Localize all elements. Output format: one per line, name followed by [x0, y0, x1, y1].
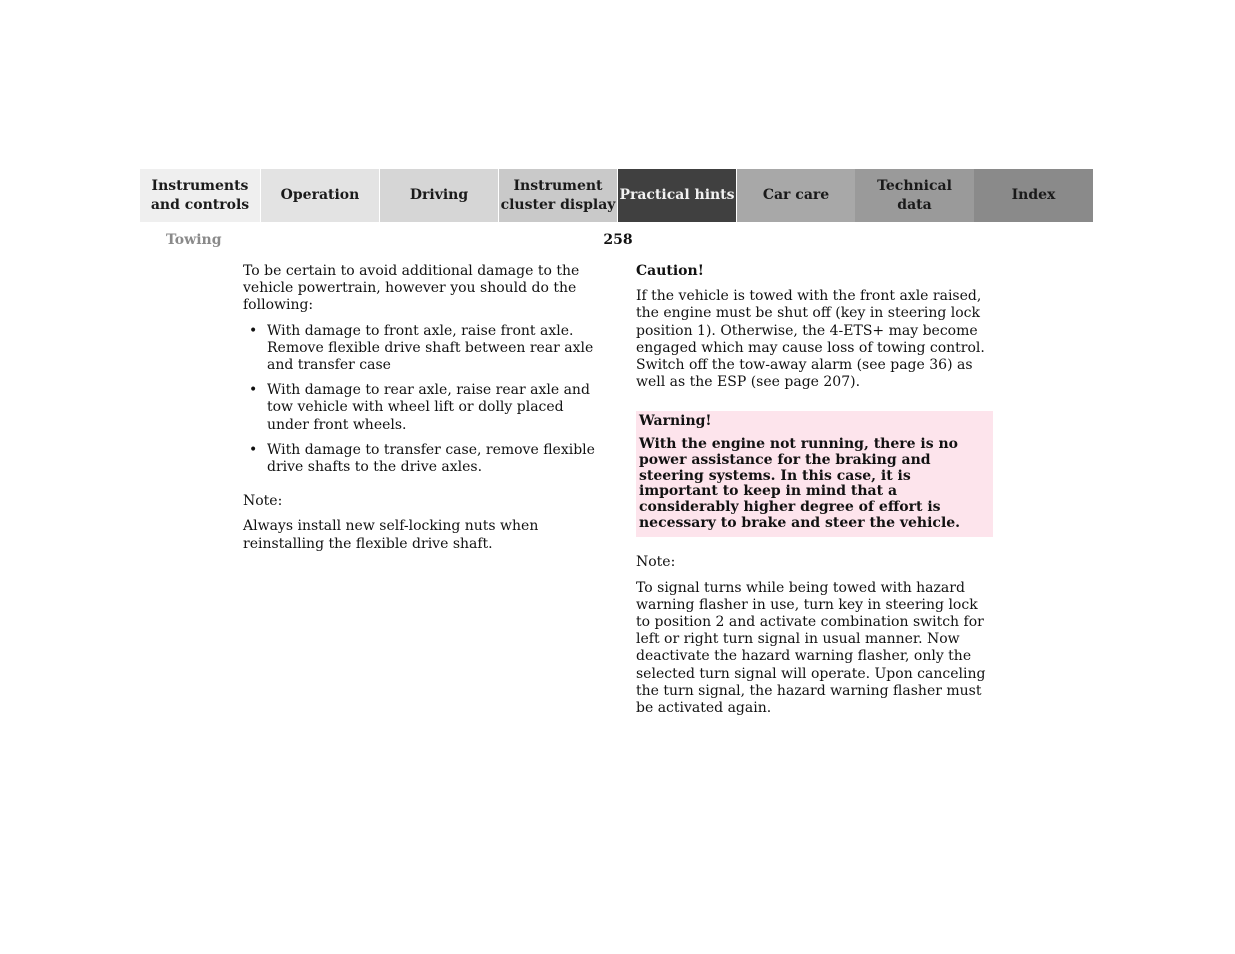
tab-practical-hints[interactable]: Practical hints: [617, 169, 736, 222]
bullet-glyph: •: [249, 382, 258, 399]
tab-operation[interactable]: Operation: [260, 169, 379, 222]
warning-label: Warning!: [639, 413, 712, 430]
warning-box: [636, 411, 993, 537]
note-label: Note:: [243, 493, 283, 510]
caution-text: If the vehicle is towed with the front axle raised, the engine must be shut off (key in steering lock position 1). Otherwise, the 4-ETS+ may become engaged which may cause loss of towing control. Switch off the tow-away alarm (see page 36) as well as the ESP (see page 207).: [636, 288, 985, 391]
list-item: [243, 442, 603, 476]
note-text-right: To signal turns while being towed with hazard warning flasher in use, turn key in steering lock to position 2 and activate combination switch for left or right turn signal in usual manner. Now deactivate the hazard warning flasher, only the selected turn signal will operate. Upon canceling the turn signal, the hazard warning flasher must be activated again.: [636, 579, 986, 716]
right-column: [636, 263, 996, 717]
left-column: [243, 263, 603, 553]
page-number: 258: [603, 232, 633, 248]
warning-text: With the engine not running, there is no power assistance for the braking and steering systems. In this case, it is important to keep in mind that a considerably higher degree of effort is necessary to brake and steer the vehicle.: [639, 436, 961, 531]
tab-index[interactable]: Index: [974, 169, 1093, 222]
intro-paragraph: To be certain to avoid additional damage to the vehicle powertrain, however you should do the following:: [243, 263, 580, 314]
note-text: Always install new self-locking nuts when reinstalling the flexible drive shaft.: [243, 518, 539, 552]
note-label-right: Note:: [636, 554, 676, 571]
tab-instrument-cluster-display[interactable]: Instrument cluster display: [498, 169, 617, 222]
bullet-glyph: •: [249, 441, 258, 458]
chapter-navigation: [140, 169, 1095, 222]
tab-technical-data[interactable]: Technical data: [855, 169, 974, 222]
tab-car-care[interactable]: Car care: [736, 169, 855, 222]
tab-instruments-and-controls[interactable]: Instruments and controls: [140, 169, 260, 222]
list-item-text: With damage to front axle, raise front axle. Remove flexible drive shaft between rear axle and transfer case: [267, 322, 594, 374]
caution-label: Caution!: [636, 263, 704, 279]
tab-driving[interactable]: Driving: [379, 169, 498, 222]
section-title: Towing: [166, 232, 222, 248]
list-item-text: With damage to transfer case, remove flexible drive shafts to the drive axles.: [267, 441, 595, 476]
list-item-text: With damage to rear axle, raise rear axle and tow vehicle with wheel lift or dolly placed under front wheels.: [267, 382, 590, 433]
list-item: [243, 323, 603, 375]
bullet-glyph: •: [249, 322, 258, 339]
list-item: [243, 382, 603, 434]
procedure-list: [243, 323, 603, 477]
